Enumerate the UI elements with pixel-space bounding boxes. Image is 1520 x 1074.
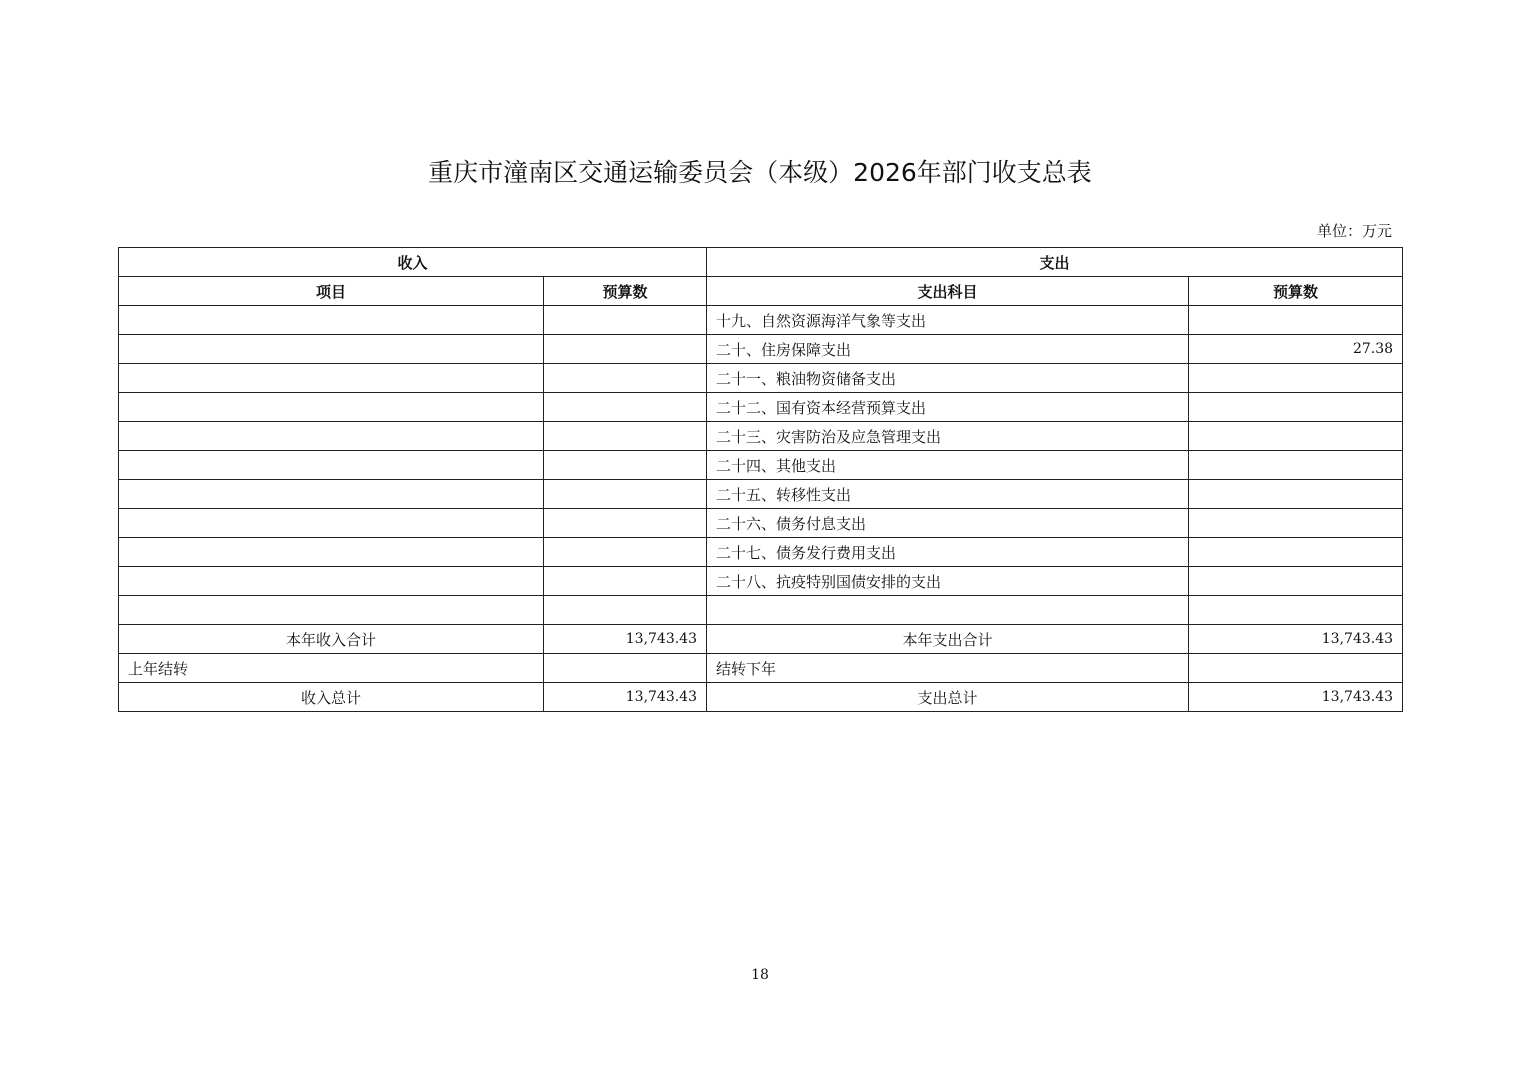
expense-amount-cell <box>1189 596 1403 625</box>
expense-grand-total-amount: 13,743.43 <box>1189 683 1403 712</box>
unit-label: 单位：万元 <box>1316 222 1392 240</box>
income-item-cell <box>119 567 544 596</box>
expense-item-cell: 二十三、灾害防治及应急管理支出 <box>707 422 1189 451</box>
expense-amount-cell: 27.38 <box>1189 335 1403 364</box>
income-amount-cell <box>544 451 707 480</box>
expense-amount-cell <box>1189 480 1403 509</box>
year-expense-total-label: 本年支出合计 <box>707 625 1189 654</box>
table-row <box>119 364 1403 393</box>
income-item-cell <box>119 596 544 625</box>
income-item-header: 项目 <box>119 277 544 306</box>
table-row <box>119 480 1403 509</box>
table-row <box>119 335 1403 364</box>
income-item-cell <box>119 306 544 335</box>
expense-item-cell: 二十二、国有资本经营预算支出 <box>707 393 1189 422</box>
expense-item-cell: 二十、住房保障支出 <box>707 335 1189 364</box>
expense-amount-cell <box>1189 422 1403 451</box>
table-row <box>119 393 1403 422</box>
expense-item-cell: 二十四、其他支出 <box>707 451 1189 480</box>
income-item-cell <box>119 509 544 538</box>
expense-subject-header: 支出科目 <box>707 277 1189 306</box>
budget-summary-table <box>118 247 1403 712</box>
expense-amount-cell <box>1189 509 1403 538</box>
income-amount-cell <box>544 567 707 596</box>
table-row <box>119 596 1403 625</box>
expense-item-cell: 二十八、抗疫特别国债安排的支出 <box>707 567 1189 596</box>
year-income-total-label: 本年收入合计 <box>119 625 544 654</box>
income-item-cell <box>119 393 544 422</box>
expense-amount-cell <box>1189 538 1403 567</box>
expense-item-cell: 十九、自然资源海洋气象等支出 <box>707 306 1189 335</box>
income-item-cell <box>119 451 544 480</box>
year-expense-total-amount: 13,743.43 <box>1189 625 1403 654</box>
expense-item-cell: 二十一、粮油物资储备支出 <box>707 364 1189 393</box>
prev-carryover-label: 上年结转 <box>119 654 544 683</box>
table-row <box>119 509 1403 538</box>
expense-grand-total-label: 支出总计 <box>707 683 1189 712</box>
expense-item-cell: 二十六、债务付息支出 <box>707 509 1189 538</box>
next-carryover-amount <box>1189 654 1403 683</box>
income-amount-cell <box>544 422 707 451</box>
column-header-row <box>119 277 1403 306</box>
carryover-row <box>119 654 1403 683</box>
income-group-header: 收入 <box>119 248 707 277</box>
prev-carryover-amount <box>544 654 707 683</box>
table-row <box>119 451 1403 480</box>
year-total-row <box>119 625 1403 654</box>
page-number: 18 <box>751 967 769 983</box>
income-amount-cell <box>544 335 707 364</box>
table-row <box>119 422 1403 451</box>
table-row <box>119 567 1403 596</box>
expense-amount-cell <box>1189 306 1403 335</box>
table-row <box>119 538 1403 567</box>
income-item-cell <box>119 364 544 393</box>
income-amount-cell <box>544 306 707 335</box>
income-item-cell <box>119 538 544 567</box>
expense-amount-cell <box>1189 364 1403 393</box>
income-amount-cell <box>544 393 707 422</box>
income-amount-cell <box>544 364 707 393</box>
income-amount-cell <box>544 596 707 625</box>
expense-budget-header: 预算数 <box>1189 277 1403 306</box>
expense-group-header: 支出 <box>707 248 1403 277</box>
income-amount-cell <box>544 538 707 567</box>
income-budget-header: 预算数 <box>544 277 707 306</box>
table-row <box>119 306 1403 335</box>
table-body <box>119 248 1403 712</box>
page-title: 重庆市潼南区交通运输委员会（本级）2026年部门收支总表 <box>428 158 1092 187</box>
group-header-row <box>119 248 1403 277</box>
income-item-cell <box>119 422 544 451</box>
expense-item-cell: 二十七、债务发行费用支出 <box>707 538 1189 567</box>
expense-item-cell <box>707 596 1189 625</box>
expense-amount-cell <box>1189 393 1403 422</box>
income-item-cell <box>119 480 544 509</box>
year-income-total-amount: 13,743.43 <box>544 625 707 654</box>
income-grand-total-label: 收入总计 <box>119 683 544 712</box>
expense-amount-cell <box>1189 567 1403 596</box>
income-amount-cell <box>544 509 707 538</box>
expense-amount-cell <box>1189 451 1403 480</box>
next-carryover-label: 结转下年 <box>707 654 1189 683</box>
income-amount-cell <box>544 480 707 509</box>
expense-item-cell: 二十五、转移性支出 <box>707 480 1189 509</box>
grand-total-row <box>119 683 1403 712</box>
income-item-cell <box>119 335 544 364</box>
income-grand-total-amount: 13,743.43 <box>544 683 707 712</box>
